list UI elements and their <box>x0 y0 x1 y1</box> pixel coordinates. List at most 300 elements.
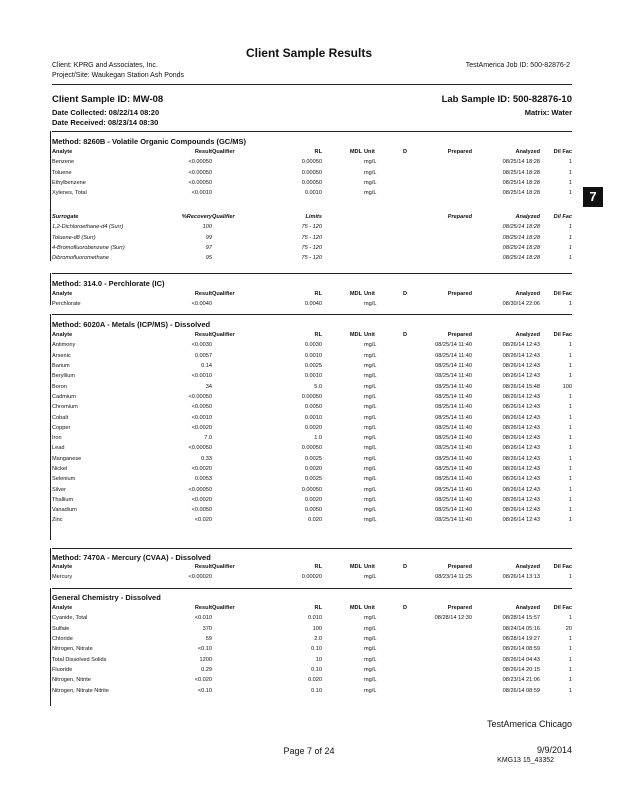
cell <box>396 351 414 361</box>
voc-rows <box>52 147 572 198</box>
table-row <box>52 644 572 654</box>
cell <box>322 423 362 433</box>
surrogate-row <box>52 233 572 243</box>
cell: Analyzed <box>515 332 540 339</box>
cell <box>414 178 472 188</box>
cell: 0.0020 <box>304 496 322 503</box>
cell: <0.020 <box>194 677 212 684</box>
cell: mg/L <box>364 363 377 370</box>
cell <box>396 243 414 253</box>
cell <box>396 624 414 634</box>
cell: 1 <box>568 466 572 472</box>
cell: 75 - 120 <box>301 224 322 231</box>
cell: Beryllium <box>52 373 76 380</box>
cell <box>212 624 252 634</box>
cell <box>414 675 472 685</box>
section-title-voc: Method: 8260B - Volatile Organic Compounds (GC/MS) <box>52 137 247 146</box>
general-chemistry-table <box>52 603 572 696</box>
cell: 0.0010 <box>304 373 322 380</box>
cell <box>414 685 472 695</box>
cell <box>396 443 414 453</box>
cell <box>212 665 252 675</box>
cell: MDL <box>349 332 362 339</box>
cell <box>322 243 362 253</box>
section-tab-7: 7 <box>583 187 603 207</box>
cell: 08/25/14 11:40 <box>435 517 472 524</box>
cell: Chromium <box>52 404 78 411</box>
voc-surrogate-rows <box>52 212 572 263</box>
cell: 08/25/14 11:40 <box>435 404 472 411</box>
cell: 08/28/14 15:57 <box>502 615 540 622</box>
cell: 370 <box>202 625 212 632</box>
cell <box>414 634 472 644</box>
cell: 1 <box>568 656 572 663</box>
cell <box>396 253 414 263</box>
cell: 1 <box>568 180 572 187</box>
cell <box>322 433 362 443</box>
cell <box>414 299 472 309</box>
cell: D <box>402 149 408 156</box>
cell: 97 <box>205 245 212 252</box>
voc-table <box>52 147 572 198</box>
cell: RL <box>314 149 322 156</box>
table-row <box>52 624 572 634</box>
cell: 08/25/14 18:28 <box>502 255 540 262</box>
cell: 1 <box>568 404 572 411</box>
cell: 08/26/14 04:43 <box>502 656 540 663</box>
cell <box>396 474 414 484</box>
cell: 08/24/14 05:16 <box>502 625 540 632</box>
table-row <box>52 361 572 371</box>
cell <box>322 381 362 391</box>
cell: 0.00050 <box>301 445 322 452</box>
cell <box>322 233 362 243</box>
cell <box>396 484 414 494</box>
cell: Result <box>194 149 212 156</box>
cell <box>212 433 252 443</box>
cell <box>414 233 472 243</box>
cell <box>322 392 362 402</box>
cell: mg/L <box>364 677 377 684</box>
cell: mg/L <box>364 445 377 452</box>
cell <box>396 464 414 474</box>
cell: Antimony <box>52 342 76 349</box>
cell <box>322 361 362 371</box>
cell <box>322 464 362 474</box>
mercury-rows <box>52 562 572 583</box>
cell: 1 <box>568 574 572 581</box>
cell: 08/26/14 08:59 <box>502 687 540 694</box>
cell: Toluene-d8 (Surr) <box>52 234 96 241</box>
cell <box>212 371 252 381</box>
cell: Dibromofluoromethane <box>52 255 109 262</box>
cell: Analyzed <box>515 564 540 571</box>
cell: 0.14 <box>201 363 212 370</box>
cell: 0.0057 <box>194 352 212 359</box>
cell <box>322 443 362 453</box>
cell <box>212 505 252 515</box>
table-row <box>52 157 572 167</box>
cell: 1 <box>568 496 572 503</box>
cell: 100 <box>312 625 322 632</box>
cell: mg/L <box>364 190 377 197</box>
section-bracket <box>50 548 51 580</box>
cell <box>212 443 252 453</box>
cell: Unit <box>364 605 375 612</box>
cell <box>396 675 414 685</box>
cell: 99 <box>205 234 212 241</box>
cell: Copper <box>52 424 71 431</box>
cell: 08/25/14 18:28 <box>502 245 540 252</box>
cell <box>212 253 252 263</box>
cell <box>396 644 414 654</box>
table-row <box>52 634 572 644</box>
cell: 1,2-Dichloroethane-d4 (Surr) <box>52 224 124 231</box>
cell: mg/L <box>364 476 377 483</box>
cell: mg/L <box>364 656 377 663</box>
cell <box>212 188 252 198</box>
cell: mg/L <box>364 625 377 632</box>
cell: 1 <box>568 687 572 694</box>
cell: Cyanide, Total <box>52 615 88 622</box>
cell: Qualifier <box>212 291 235 298</box>
cell: MDL <box>349 149 362 156</box>
cell: 2.0 <box>314 636 322 643</box>
cell: 1 <box>568 224 572 231</box>
cell: 08/25/14 11:40 <box>435 496 472 503</box>
cell: Unit <box>364 564 375 571</box>
cell: 0.0020 <box>304 424 322 431</box>
footer-company: TestAmerica Chicago <box>486 719 572 729</box>
cell: Prepared <box>447 291 472 298</box>
cell: 1 <box>568 301 572 308</box>
cell: mg/L <box>364 404 377 411</box>
cell: Thallium <box>52 496 74 503</box>
cell: Analyzed <box>515 605 540 612</box>
cell: 75 - 120 <box>301 234 322 241</box>
cell <box>396 381 414 391</box>
table-row <box>52 443 572 453</box>
footer-page-number: Page 7 of 24 <box>283 746 335 756</box>
cell: 1 <box>568 190 572 197</box>
cell: mg/L <box>364 424 377 431</box>
cell <box>212 412 252 422</box>
cell <box>212 361 252 371</box>
cell: Qualifier <box>212 149 235 156</box>
cell <box>322 644 362 654</box>
cell: 08/25/14 11:40 <box>435 373 472 380</box>
cell <box>414 654 472 664</box>
cell: 08/26/14 12:43 <box>502 466 540 472</box>
table-row <box>52 433 572 443</box>
cell: Benzene <box>52 159 75 166</box>
cell: 1 <box>568 363 572 370</box>
cell: Analyte <box>52 291 73 298</box>
cell: <0.0020 <box>191 496 212 503</box>
client-sample-id: Client Sample ID: MW-08 <box>52 94 164 105</box>
cell: 08/23/14 11:25 <box>435 574 472 581</box>
cell <box>322 484 362 494</box>
cell: 08/25/14 11:40 <box>435 507 472 514</box>
cell: <0.00050 <box>188 393 212 400</box>
cell: Prepared <box>447 564 472 571</box>
cell: 0.00050 <box>301 486 322 493</box>
cell: Result <box>194 605 212 612</box>
cell <box>396 178 414 188</box>
table-row <box>52 168 572 178</box>
table-row <box>52 381 572 391</box>
cell: mg/L <box>364 496 377 503</box>
cell <box>212 157 252 167</box>
cell: 10 <box>315 656 322 663</box>
cell: 0.0025 <box>304 363 322 370</box>
section-divider <box>52 588 572 589</box>
cell: mg/L <box>364 435 377 442</box>
cell: Qualifier <box>212 332 235 339</box>
cell: Perchlorate <box>52 301 81 308</box>
cell: mg/L <box>364 574 377 581</box>
cell: 08/25/14 11:40 <box>435 393 472 400</box>
cell <box>212 464 252 474</box>
cell: Analyte <box>52 605 73 612</box>
table-row <box>52 665 572 675</box>
cell: 1 <box>568 373 572 380</box>
surrogate-header-row <box>52 212 572 222</box>
cell: 34 <box>205 383 212 390</box>
cell: Prepared <box>447 332 472 339</box>
cell: Analyte <box>52 564 73 571</box>
cell: <0.00050 <box>188 159 212 166</box>
cell: Iron <box>52 435 62 442</box>
cell <box>322 412 362 422</box>
cell: Result <box>194 332 212 339</box>
cell: 08/25/14 18:28 <box>502 190 540 197</box>
cell: mg/L <box>364 687 377 694</box>
cell: Xylenes, Total <box>52 190 87 197</box>
cell: 08/26/14 12:43 <box>502 363 540 370</box>
table-row <box>52 423 572 433</box>
cell <box>212 644 252 654</box>
cell <box>414 644 472 654</box>
cell: Nitrogen, Nitrate <box>52 646 93 653</box>
table-row <box>52 371 572 381</box>
cell <box>212 222 252 232</box>
cell: Silver <box>52 486 66 493</box>
cell: <0.010 <box>194 615 212 622</box>
page-title: Client Sample Results <box>245 46 373 60</box>
cell: 1 <box>568 255 572 262</box>
section-bracket <box>50 273 51 305</box>
cell: 08/26/14 12:43 <box>502 424 540 431</box>
cell: Barium <box>52 363 70 370</box>
cell: mg/L <box>364 466 377 472</box>
cell: RL <box>314 291 322 298</box>
cell <box>362 253 396 263</box>
cell <box>212 243 252 253</box>
cell: 0.10 <box>311 666 322 673</box>
cell <box>396 157 414 167</box>
cell: 0.33 <box>201 455 212 462</box>
cell: 08/25/14 11:40 <box>435 363 472 370</box>
section-bracket <box>50 314 51 540</box>
cell <box>322 253 362 263</box>
cell <box>212 634 252 644</box>
cell <box>212 233 252 243</box>
cell: <0.00020 <box>188 574 212 581</box>
cell <box>212 381 252 391</box>
header-divider <box>52 84 572 85</box>
cell: Arsenic <box>52 352 71 359</box>
cell: <0.0010 <box>191 373 212 380</box>
footer-code: KMG13 15_43352 <box>497 757 554 764</box>
cell <box>212 351 252 361</box>
cell <box>322 299 362 309</box>
cell: 0.0053 <box>194 476 212 483</box>
cell: 08/23/14 21:06 <box>502 677 540 684</box>
cell: Qualifier <box>212 605 235 612</box>
table-row <box>52 675 572 685</box>
cell: 0.00050 <box>301 169 322 176</box>
cell <box>322 454 362 464</box>
cell: 08/26/14 12:43 <box>502 455 540 462</box>
cell: Analyzed <box>515 291 540 298</box>
cell: Result <box>194 564 212 571</box>
section-title-perchlorate: Method: 314.0 - Perchlorate (IC) <box>52 279 165 288</box>
cell <box>396 222 414 232</box>
cell <box>396 572 414 582</box>
cell <box>396 634 414 644</box>
table-row <box>52 412 572 422</box>
cell <box>396 168 414 178</box>
cell: <0.00050 <box>188 486 212 493</box>
table-row <box>52 299 572 309</box>
section-divider <box>52 548 572 549</box>
cell: 1 <box>568 445 572 452</box>
cell: Toluene <box>52 169 72 176</box>
column-header-row <box>52 603 572 613</box>
cell: Boron <box>52 383 67 390</box>
cell: Qualifier <box>212 214 235 221</box>
cell: 08/26/14 12:43 <box>502 393 540 400</box>
cell: 1 <box>568 342 572 349</box>
date-received: Date Received: 08/23/14 08:30 <box>52 118 159 127</box>
table-row <box>52 340 572 350</box>
cell: Dil Fac <box>553 605 572 612</box>
cell: 5.0 <box>314 383 322 390</box>
cell <box>396 433 414 443</box>
cell: <0.00050 <box>188 169 212 176</box>
cell <box>322 675 362 685</box>
cell: Dil Fac <box>553 291 572 298</box>
cell: 08/25/14 11:40 <box>435 383 472 390</box>
cell: 08/25/14 11:40 <box>435 342 472 349</box>
cell <box>396 412 414 422</box>
cell: Prepared <box>447 149 472 156</box>
cell: <0.020 <box>194 517 212 524</box>
perchlorate-table <box>52 289 572 310</box>
cell <box>414 243 472 253</box>
cell: 1 <box>568 677 572 684</box>
cell: mg/L <box>364 159 377 166</box>
cell: mg/L <box>364 373 377 380</box>
cell: 1 <box>568 507 572 514</box>
cell: %Recovery <box>181 214 212 221</box>
cell: 08/26/14 08:59 <box>502 646 540 653</box>
table-row <box>52 188 572 198</box>
cell: mg/L <box>364 169 377 176</box>
table-row <box>52 495 572 505</box>
cell <box>212 299 252 309</box>
cell: RL <box>314 332 322 339</box>
cell: <0.0050 <box>191 404 212 411</box>
cell: 1 <box>568 234 572 241</box>
cell: 0.0010 <box>304 414 322 421</box>
cell: 08/25/14 11:40 <box>435 352 472 359</box>
cell: 0.29 <box>201 666 212 673</box>
cell: 100 <box>202 224 212 231</box>
section-divider <box>52 131 572 132</box>
cell: <0.0020 <box>191 466 212 472</box>
section-bracket <box>50 588 51 706</box>
cell: 08/25/14 11:40 <box>435 455 472 462</box>
cell: 08/25/14 11:40 <box>435 466 472 472</box>
cell <box>396 188 414 198</box>
cell: 08/26/14 12:43 <box>502 342 540 349</box>
cell: Limits <box>305 214 322 221</box>
cell <box>322 178 362 188</box>
voc-surrogate-table <box>52 212 572 263</box>
cell <box>322 685 362 695</box>
cell: 1 <box>568 169 572 176</box>
cell: MDL <box>349 564 362 571</box>
cell: mg/L <box>364 507 377 514</box>
cell <box>322 474 362 484</box>
cell: Manganese <box>52 455 82 462</box>
cell: Lead <box>52 445 65 452</box>
cell <box>396 515 414 525</box>
cell: 1 <box>568 424 572 431</box>
cell: 08/26/14 20:15 <box>502 666 540 673</box>
cell: Analyzed <box>515 149 540 156</box>
project-site: Project/Site: Waukegan Station Ash Ponds <box>52 72 185 79</box>
cell: Nitrogen, Nitrate Nitrite <box>52 687 109 694</box>
cell: 0.0010 <box>304 190 322 197</box>
cell: 0.0030 <box>304 342 322 349</box>
cell: 100 <box>562 383 572 390</box>
cell: RL <box>314 605 322 612</box>
cell: Dil Fac <box>553 332 572 339</box>
cell: <0.0050 <box>191 507 212 514</box>
section-title-metals: Method: 6020A - Metals (ICP/MS) - Dissolved <box>52 320 211 329</box>
cell <box>396 665 414 675</box>
cell: 08/28/14 12:30 <box>434 615 472 622</box>
cell <box>322 351 362 361</box>
column-header-row <box>52 330 572 340</box>
cell <box>322 371 362 381</box>
surrogate-row <box>52 222 572 232</box>
column-header-row <box>52 562 572 572</box>
cell: mg/L <box>364 383 377 390</box>
cell: 1 <box>568 352 572 359</box>
cell: 0.10 <box>311 687 322 694</box>
cell: Prepared <box>447 214 472 221</box>
lab-sample-id: Lab Sample ID: 500-82876-10 <box>441 94 572 105</box>
cell <box>322 188 362 198</box>
cell: 1 <box>568 393 572 400</box>
client-name: Client: KPRG and Associates, Inc. <box>52 62 158 69</box>
cell: RL <box>314 564 322 571</box>
cell: <0.10 <box>197 687 212 694</box>
